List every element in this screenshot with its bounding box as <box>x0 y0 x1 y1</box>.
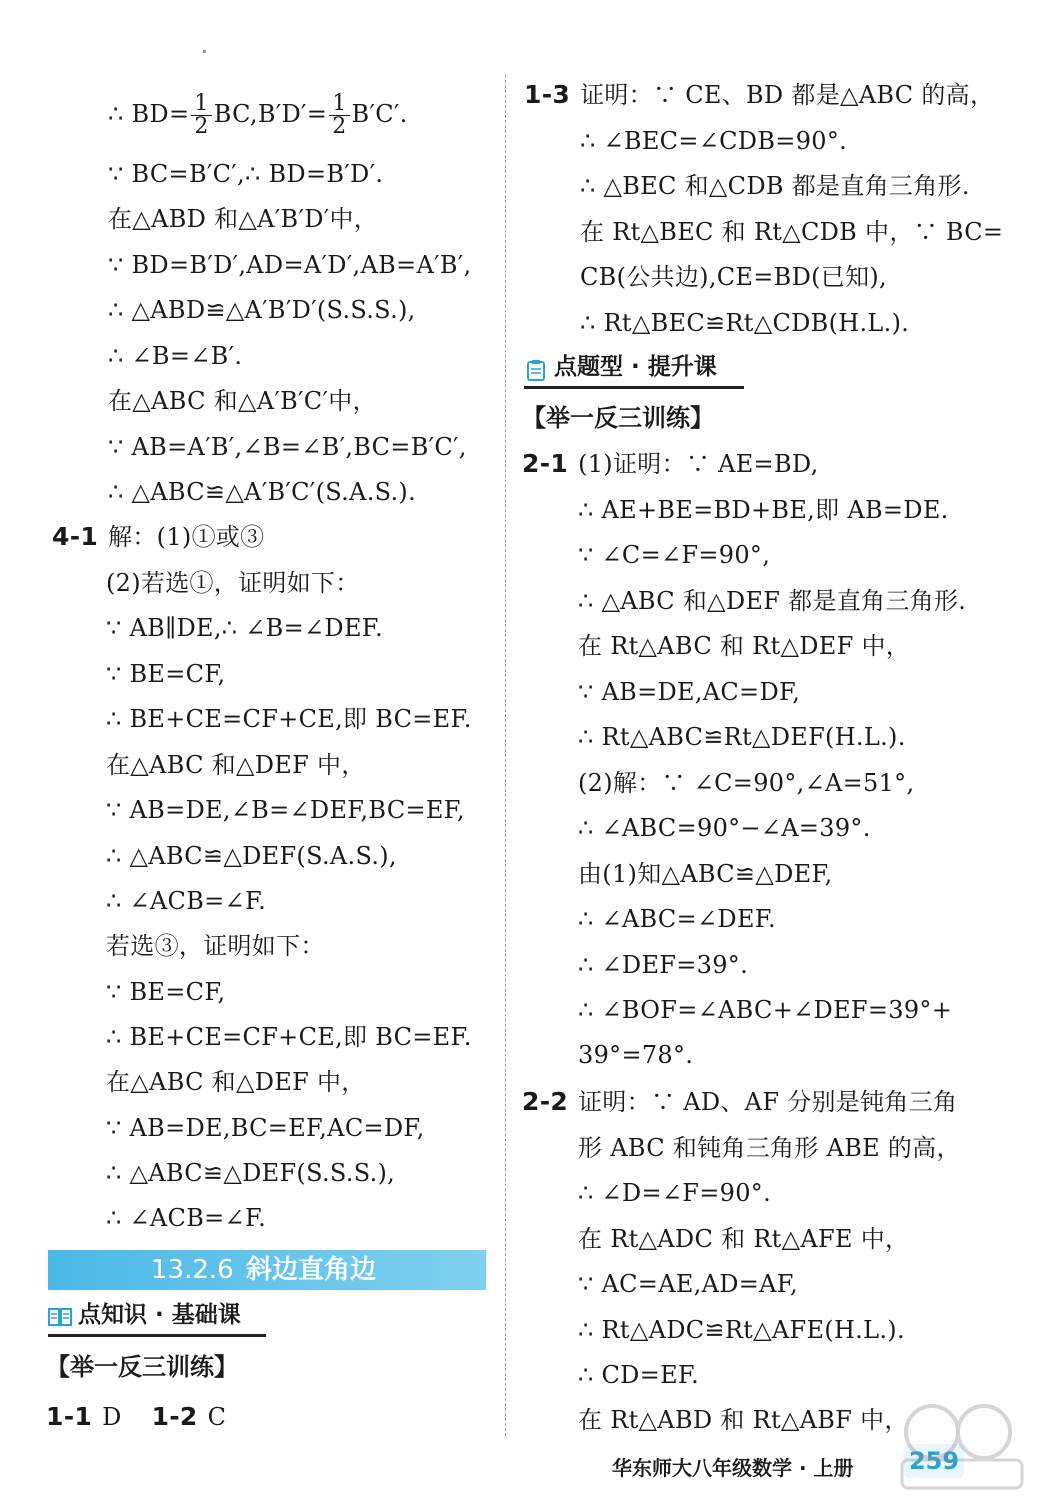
left-line-2: 在△ABD 和△A′B′D′中， <box>108 205 379 233</box>
problem-2-2-line-3: 在 Rt△ADC 和 Rt△AFE 中， <box>578 1225 910 1253</box>
problem-2-1-line-5: ∵ AB=DE,AC=DF, <box>578 678 801 706</box>
problem-2-1-line-7: (2)解：∵ ∠C=90°,∠A=51°, <box>578 769 915 797</box>
line-text: BC,B′D′= <box>213 100 328 128</box>
problem-2-1-line-11: ∴ ∠DEF=39°. <box>578 951 748 979</box>
problem-4-1-line-15: ∴ ∠ACB=∠F. <box>106 1204 267 1232</box>
left-line-7: ∵ AB=A′B′,∠B=∠B′,BC=B′C′, <box>108 433 467 461</box>
problem-4-1-line-8: ∴ ∠ACB=∠F. <box>106 887 267 915</box>
clipboard-icon <box>524 357 548 379</box>
category-heading-advanced <box>524 350 744 389</box>
problem-4-1-line-11: ∴ BE+CE=CF+CE,即 BC=EF. <box>106 1023 472 1051</box>
left-line-0 <box>108 93 408 138</box>
problem-2-1-line-6: ∴ Rt△ABC≌Rt△DEF(H.L.). <box>578 723 906 751</box>
problem-1-3-line-5: ∴ Rt△BEC≌Rt△CDB(H.L.). <box>580 309 910 337</box>
problem-4-1-line-13: ∵ AB=DE,BC=EF,AC=DF, <box>106 1114 425 1142</box>
problem-4-1-line-10: ∵ BE=CF, <box>106 978 226 1006</box>
answers-row <box>46 1402 226 1432</box>
left-line-6: 在△ABC 和△A′B′C′中， <box>108 387 377 415</box>
denominator: 2 <box>194 114 209 139</box>
print-mark <box>203 50 206 53</box>
book-icon <box>48 1305 72 1327</box>
left-line-1: ∵ BC=B′C′,∴ BD=B′D′. <box>108 160 384 188</box>
problem-number: 1-1 <box>46 1402 93 1431</box>
problem-4-1-line-12: 在△ABC 和△DEF 中， <box>106 1068 366 1096</box>
page-number: 259 <box>904 1444 964 1478</box>
problem-4-1-line-9: 若选③，证明如下： <box>106 932 325 960</box>
line-text: 解：(1)①或③ <box>108 523 265 551</box>
problem-4-1-line-0 <box>52 522 264 552</box>
problem-number: 4-1 <box>52 522 99 551</box>
book-title: 华东师大八年级数学 · 上册 <box>612 1456 854 1480</box>
section-number: 13.2.6 <box>151 1255 234 1285</box>
fraction <box>191 93 211 138</box>
problem-4-1-line-2: ∵ AB∥DE,∴ ∠B=∠DEF. <box>106 614 383 642</box>
section-banner <box>48 1250 486 1290</box>
watermark-logo <box>872 1398 1032 1494</box>
drill-heading-left: 【举一反三训练】 <box>46 1353 238 1381</box>
problem-2-2-line-7: 在 Rt△ABD 和 Rt△ABF 中， <box>578 1406 909 1434</box>
problem-number: 2-1 <box>522 449 569 478</box>
line-text: B′C′. <box>351 100 408 128</box>
problem-2-1-line-9: 由(1)知△ABC≌△DEF, <box>578 860 833 888</box>
problem-2-1-line-2: ∵ ∠C=∠F=90°, <box>578 541 771 569</box>
problem-4-1-line-7: ∴ △ABC≌△DEF(S.A.S.), <box>106 842 397 870</box>
problem-1-3-line-1: ∴ ∠BEC=∠CDB=90°. <box>580 127 848 155</box>
problem-2-1-line-1: ∴ AE+BE=BD+BE,即 AB=DE. <box>578 496 949 524</box>
problem-4-1-line-14: ∴ △ABC≌△DEF(S.S.S.), <box>106 1159 396 1187</box>
problem-2-1-line-12: ∴ ∠BOF=∠ABC+∠DEF=39°+ <box>578 996 953 1024</box>
line-text: (1)证明：∵ AE=BD, <box>578 450 819 478</box>
problem-number: 1-3 <box>524 80 571 109</box>
problem-number: 2-2 <box>522 1087 569 1116</box>
left-line-3: ∵ BD=B′D′,AD=A′D′,AB=A′B′, <box>108 251 472 279</box>
numerator: 1 <box>191 93 211 116</box>
left-line-5: ∴ ∠B=∠B′. <box>108 342 243 370</box>
problem-2-1-line-0 <box>522 449 819 479</box>
problem-2-2-line-5: ∴ Rt△ADC≌Rt△AFE(H.L.). <box>578 1316 905 1344</box>
line-text: 证明：∵ CE、BD 都是△ABC 的高， <box>580 81 995 109</box>
line-text: 证明：∵ AD、AF 分别是钝角三角 <box>578 1088 958 1116</box>
line-text: ∴ BD= <box>108 100 190 128</box>
problem-4-1-line-3: ∵ BE=CF, <box>106 660 226 688</box>
problem-2-2-line-6: ∴ CD=EF. <box>578 1361 700 1389</box>
problem-1-3-line-2: ∴ △BEC 和△CDB 都是直角三角形. <box>580 172 970 200</box>
category-label: 点题型 · 提升课 <box>554 354 717 380</box>
left-line-4: ∴ △ABD≌△A′B′D′(S.S.S.), <box>108 296 416 324</box>
problem-4-1-line-4: ∴ BE+CE=CF+CE,即 BC=EF. <box>106 705 472 733</box>
problem-2-1-line-13: 39°=78°. <box>578 1041 694 1069</box>
category-heading-basic <box>48 1298 266 1337</box>
answer-value: D <box>102 1403 122 1431</box>
problem-2-1-line-4: 在 Rt△ABC 和 Rt△DEF 中， <box>578 632 911 660</box>
problem-2-1-line-3: ∴ △ABC 和△DEF 都是直角三角形. <box>578 587 967 615</box>
problem-4-1-line-1: (2)若选①，证明如下： <box>106 569 360 597</box>
problem-1-3-line-3: 在 Rt△BEC 和 Rt△CDB 中，∵ BC= <box>580 218 1004 246</box>
drill-heading-right: 【举一反三训练】 <box>522 404 714 432</box>
problem-2-1-line-8: ∴ ∠ABC=90°−∠A=39°. <box>578 814 871 842</box>
problem-number: 1-2 <box>151 1402 198 1431</box>
problem-4-1-line-5: 在△ABC 和△DEF 中， <box>106 751 366 779</box>
problem-2-2-line-4: ∵ AC=AE,AD=AF, <box>578 1270 798 1298</box>
problem-2-2-line-0 <box>522 1087 957 1117</box>
problem-1-3-line-0 <box>524 80 994 110</box>
category-label: 点知识 · 基础课 <box>78 1302 241 1328</box>
section-title: 斜边直角边 <box>246 1255 377 1285</box>
left-line-8: ∴ △ABC≌△A′B′C′(S.A.S.). <box>108 478 417 506</box>
fraction <box>329 93 349 138</box>
column-divider <box>505 75 506 1436</box>
problem-2-1-line-10: ∴ ∠ABC=∠DEF. <box>578 905 776 933</box>
answer-value: C <box>207 1403 227 1431</box>
problem-4-1-line-6: ∵ AB=DE,∠B=∠DEF,BC=EF, <box>106 796 465 824</box>
problem-2-2-line-2: ∴ ∠D=∠F=90°. <box>578 1179 771 1207</box>
problem-2-2-line-1: 形 ABC 和钝角三角形 ABE 的高， <box>578 1134 961 1162</box>
problem-1-3-line-4: CB(公共边),CE=BD(已知), <box>580 263 887 291</box>
denominator: 2 <box>332 114 347 139</box>
numerator: 1 <box>329 93 349 116</box>
